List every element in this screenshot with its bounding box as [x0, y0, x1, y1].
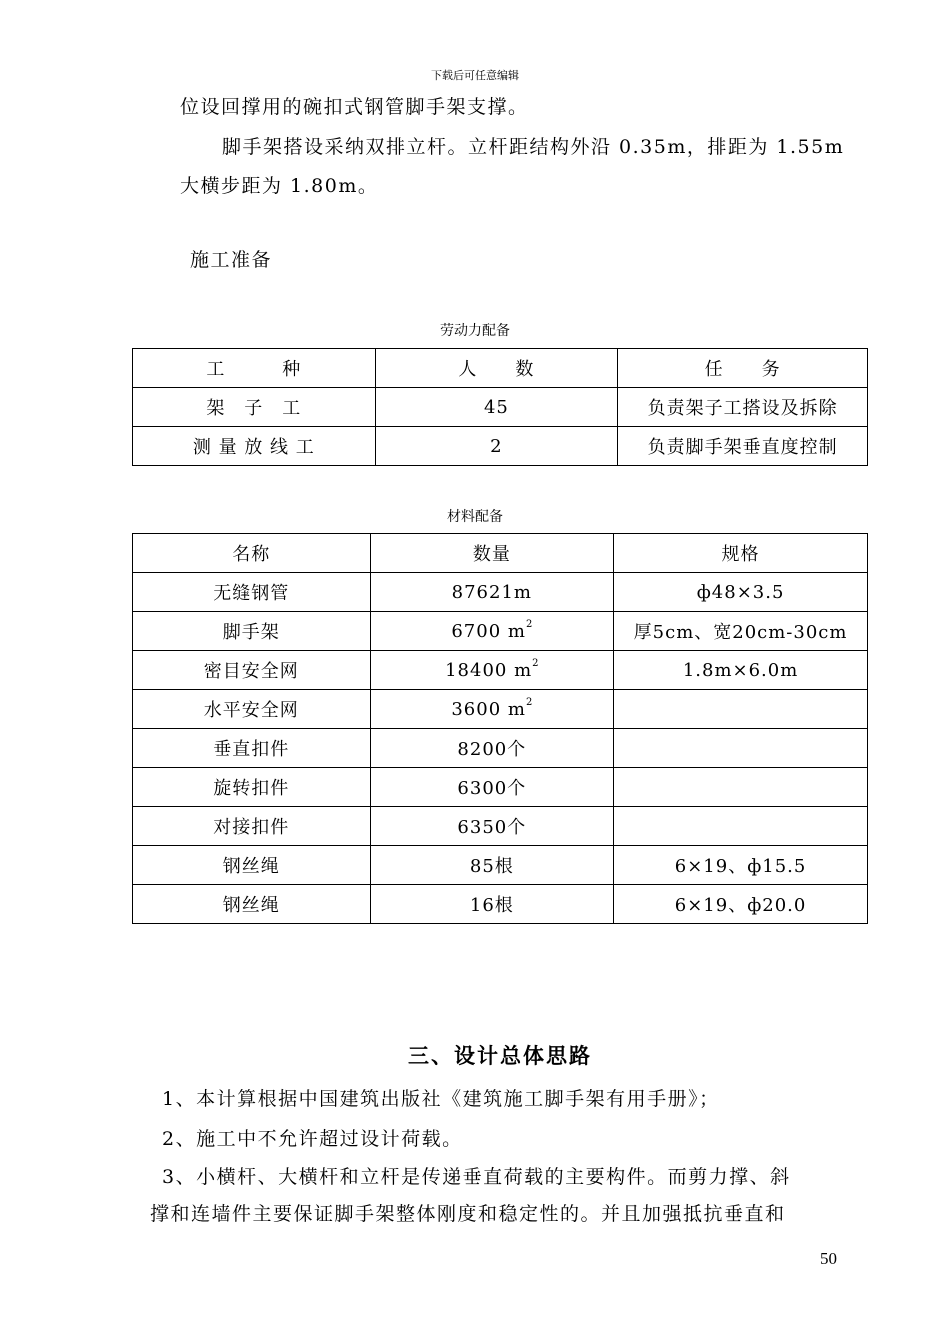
page-number: 50 — [820, 1249, 837, 1268]
material-spec: 1.8m×6.0m — [614, 651, 868, 690]
material-name: 密目安全网 — [133, 651, 371, 690]
material-name: 对接扣件 — [133, 807, 371, 846]
material-name: 钢丝绳 — [133, 846, 371, 885]
material-qty: 6700 $m^2$ — [370, 612, 614, 651]
superscript: 2 — [525, 618, 533, 630]
material-qty: 18400 $m^2$ — [370, 651, 614, 690]
labor-cell-role: 架 子 工 — [133, 388, 376, 427]
section-3-paragraph-3-line-2: 撑和连墙件主要保证脚手架整体刚度和稳定性的。并且加强抵抗垂直和 — [150, 1203, 786, 1225]
table-row — [133, 729, 868, 768]
table-row — [133, 612, 868, 651]
table-row — [133, 651, 868, 690]
table-header-row — [133, 534, 868, 573]
material-name: 旋转扣件 — [133, 768, 371, 807]
labor-cell-count: 2 — [375, 427, 618, 466]
material-qty: 6300个 — [370, 768, 614, 807]
intro-line-1: 位设回撑用的碗扣式钢管脚手架支撑。 — [180, 96, 529, 118]
material-qty: 3600 $m^2$ — [370, 690, 614, 729]
page-header: 下载后可任意编辑 — [431, 69, 519, 82]
material-name: 水平安全网 — [133, 690, 371, 729]
table-row — [133, 573, 868, 612]
intro-line-3: 大横步距为 1.80m。 — [180, 175, 379, 197]
labor-cell-task: 负责脚手架垂直度控制 — [618, 427, 868, 466]
section-3-paragraph-1: 1、本计算根据中国建筑出版社《建筑施工脚手架有用手册》； — [162, 1088, 720, 1110]
labor-cell-count: 45 — [375, 388, 618, 427]
material-spec — [614, 807, 868, 846]
table-row — [133, 846, 868, 885]
material-qty: 87621m — [370, 573, 614, 612]
labor-cell-role: 测 量 放 线 工 — [133, 427, 376, 466]
labor-table-caption: 劳动力配备 — [440, 323, 510, 339]
table-row — [133, 768, 868, 807]
labor-header-cell: 任 务 — [618, 349, 868, 388]
materials-header-cell: 名称 — [133, 534, 371, 573]
materials-header-cell: 规格 — [614, 534, 868, 573]
table-header-row — [133, 349, 868, 388]
materials-header-cell: 数量 — [370, 534, 614, 573]
material-spec — [614, 768, 868, 807]
materials-table — [132, 533, 868, 924]
labor-table — [132, 348, 868, 466]
material-spec — [614, 729, 868, 768]
material-spec — [614, 690, 868, 729]
material-qty: 16根 — [370, 885, 614, 924]
table-row — [133, 807, 868, 846]
materials-table-caption: 材料配备 — [447, 509, 503, 525]
material-name: 脚手架 — [133, 612, 371, 651]
material-name: 无缝钢管 — [133, 573, 371, 612]
material-spec: 6×19、ф15.5 — [614, 846, 868, 885]
table-row — [133, 427, 868, 466]
material-qty: 6350个 — [370, 807, 614, 846]
section-3-heading: 三、设计总体思路 — [408, 1044, 592, 1068]
section-3-paragraph-3-line-1: 3、小横杆、大横杆和立杆是传递垂直荷载的主要构件。而剪力撑、斜 — [162, 1166, 791, 1188]
table-row — [133, 885, 868, 924]
labor-header-cell: 工 种 — [133, 349, 376, 388]
material-qty: 85根 — [370, 846, 614, 885]
superscript: 2 — [532, 657, 539, 669]
section-3-paragraph-2: 2、施工中不允许超过设计荷载。 — [162, 1128, 463, 1150]
material-qty: 8200个 — [370, 729, 614, 768]
table-row — [133, 690, 868, 729]
material-name: 垂直扣件 — [133, 729, 371, 768]
intro-line-2: 脚手架搭设采纳双排立杆。立杆距结构外沿 0.35m，排距为 1.55m — [222, 136, 845, 158]
material-spec: 6×19、ф20.0 — [614, 885, 868, 924]
table-row — [133, 388, 868, 427]
section-prep-heading: 施工准备 — [190, 249, 273, 271]
material-spec: 厚5cm、宽20cm-30cm — [614, 612, 868, 651]
labor-cell-task: 负责架子工搭设及拆除 — [618, 388, 868, 427]
superscript: 2 — [525, 696, 533, 708]
labor-header-cell: 人 数 — [375, 349, 618, 388]
material-spec: ф48×3.5 — [614, 573, 868, 612]
material-name: 钢丝绳 — [133, 885, 371, 924]
